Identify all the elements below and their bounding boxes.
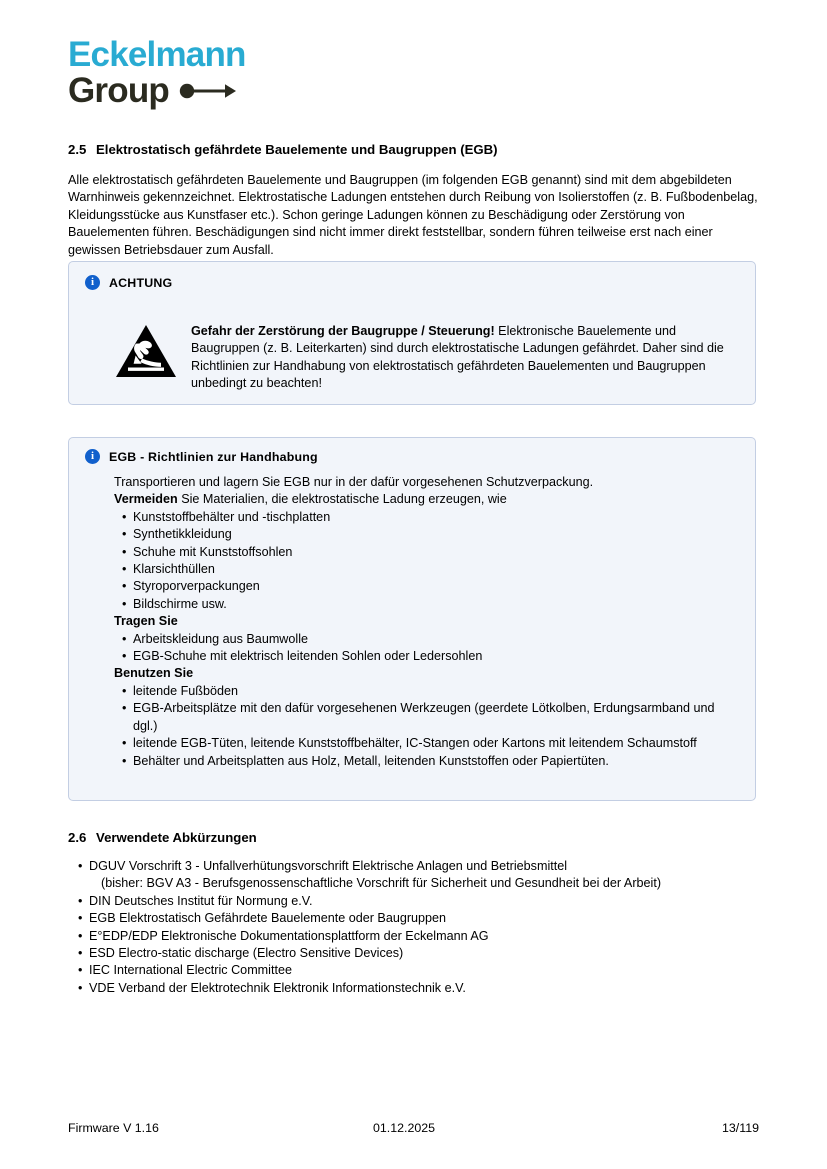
logo-text-eckelmann: Eckelmann [68, 35, 246, 74]
esd-warning-triangle-icon [115, 324, 177, 378]
callout-egb-guidelines [68, 437, 756, 801]
list-item [89, 945, 770, 962]
guidelines-wear-list [114, 631, 739, 666]
callout-guidelines-content [114, 474, 739, 770]
list-item: • Schuhe mit Kunststoffsohlen [133, 544, 739, 561]
callout-attention-body [191, 323, 736, 393]
heading-section-2-6 [68, 830, 257, 845]
eckelmann-group-logo [68, 36, 368, 110]
info-icon: i [85, 275, 100, 290]
list-item [89, 893, 770, 910]
guidelines-use-list [114, 683, 739, 770]
guidelines-avoid-rest: Sie Materialien, die elektrostatische Ladung erzeugen, wie [177, 492, 507, 507]
list-item: • EGB-Arbeitsplätze mit den dafür vorgesehenen Werkzeugen (geerdete Lötkolben, Erdungsarmband und dgl.) [133, 700, 739, 735]
guidelines-use-heading: Benutzen Sie [114, 666, 194, 681]
list-item: • Synthetikkleidung [133, 526, 739, 543]
abbr-text: ESD Electro-static discharge (Electro Sensitive Devices) [89, 946, 404, 961]
heading-2-5-title: Elektrostatisch gefährdete Bauelemente und Baugruppen (EGB) [96, 142, 498, 157]
guidelines-intro: Transportieren und lagern Sie EGB nur in der dafür vorgesehenen Schutzverpackung. [114, 475, 594, 489]
abbr-text: E°EDP/EDP Elektronische Dokumentationsplattform der Eckelmann AG [89, 928, 489, 943]
list-item: • leitende Fußböden [133, 683, 739, 700]
callout-guidelines-header [85, 449, 318, 464]
abbreviations-list [70, 858, 770, 997]
section-2-5-paragraph: Alle elektrostatisch gefährdeten Bauelemente und Baugruppen (im folgenden EGB genannt) sind mit dem abgebildeten Warnhinweis gekennzeichnet. Elektrostatische Ladungen entstehen durch Reibung von Isolierstoffen (z. B. Fußbodenbelag, Kleidungsstücke aus Kunstfaser etc.). Schon geringe Ladungen können zu Beschädigung oder Zerstörung von Bauelementen führen. Beschädigungen sind nicht immer direkt feststellbar, sondern führen teilweise erst nach einer gewissen Betriebsdauer zum Ausfall. [68, 173, 758, 257]
list-item: • leitende EGB-Tüten, leitende Kunststoffbehälter, IC-Stangen oder Kartons mit leitendem Schaumstoff [133, 735, 739, 752]
heading-2-6-title: Verwendete Abkürzungen [96, 830, 257, 845]
list-item: • EGB-Schuhe mit elektrisch leitenden Sohlen oder Ledersohlen [133, 648, 739, 665]
abbr-text: IEC International Electric Committee [89, 963, 292, 978]
list-item: • Bildschirme usw. [133, 596, 739, 613]
list-item [89, 980, 770, 997]
callout-attention [68, 261, 756, 405]
callout-attention-header [85, 275, 172, 290]
heading-section-2-5 [68, 142, 498, 157]
abbr-text: EGB Elektrostatisch Gefährdete Bauelemente oder Baugruppen [89, 911, 447, 926]
callout-attention-title: ACHTUNG [109, 275, 173, 290]
footer-date: 01.12.2025 [373, 1121, 436, 1135]
list-item [89, 962, 770, 979]
list-item: • Arbeitskleidung aus Baumwolle [133, 631, 739, 648]
guidelines-avoid-line [114, 491, 739, 508]
guidelines-avoid-bold: Vermeiden [114, 492, 178, 507]
arrow-right-icon [179, 81, 241, 101]
info-icon: i [85, 449, 100, 464]
guidelines-wear-heading: Tragen Sie [114, 614, 178, 629]
abbr-subtext: (bisher: BGV A3 - Berufsgenossenschaftliche Vorschrift für Sicherheit und Gesundheit bei der Arbeit) [101, 876, 662, 891]
list-item [89, 910, 770, 927]
heading-2-5-number: 2.5 [68, 142, 87, 157]
guidelines-avoid-list [114, 509, 739, 613]
heading-2-6-number: 2.6 [68, 830, 87, 845]
list-item: • Klarsichthüllen [133, 561, 739, 578]
footer-firmware-version: Firmware V 1.16 [68, 1121, 159, 1135]
callout-guidelines-title: EGB - Richtlinien zur Handhabung [109, 449, 318, 464]
list-item: • Kunststoffbehälter und -tischplatten [133, 509, 739, 526]
list-item [89, 858, 770, 893]
abbr-text: DIN Deutsches Institut für Normung e.V. [89, 893, 313, 908]
abbr-text: DGUV Vorschrift 3 - Unfallverhütungsvorschrift Elektrische Anlagen und Betriebsmittel [89, 859, 568, 873]
abbr-text: VDE Verband der Elektrotechnik Elektronik Informationstechnik e.V. [89, 980, 466, 995]
list-item: • Behälter und Arbeitsplatten aus Holz, Metall, leitenden Kunststoffen oder Papiertüten. [133, 753, 739, 770]
logo-text-group: Group [68, 71, 169, 110]
list-item: • Styroporverpackungen [133, 578, 739, 595]
list-item [89, 928, 770, 945]
footer-page-number: 13/119 [722, 1121, 759, 1135]
callout-attention-body-rest: Elektronische Bauelemente und Baugruppen (z. B. Leiterkarten) sind durch elektrostatische Ladungen gefährdet. Daher sind die Richtlinien zur Handhabung von elektrostatisch gefährdeten Bauelementen und Baugruppen unbedingt zu beachten! [191, 324, 724, 391]
callout-attention-body-bold: Gefahr der Zerstörung der Baugruppe / Steuerung! [191, 324, 495, 338]
page-footer [68, 1121, 759, 1135]
